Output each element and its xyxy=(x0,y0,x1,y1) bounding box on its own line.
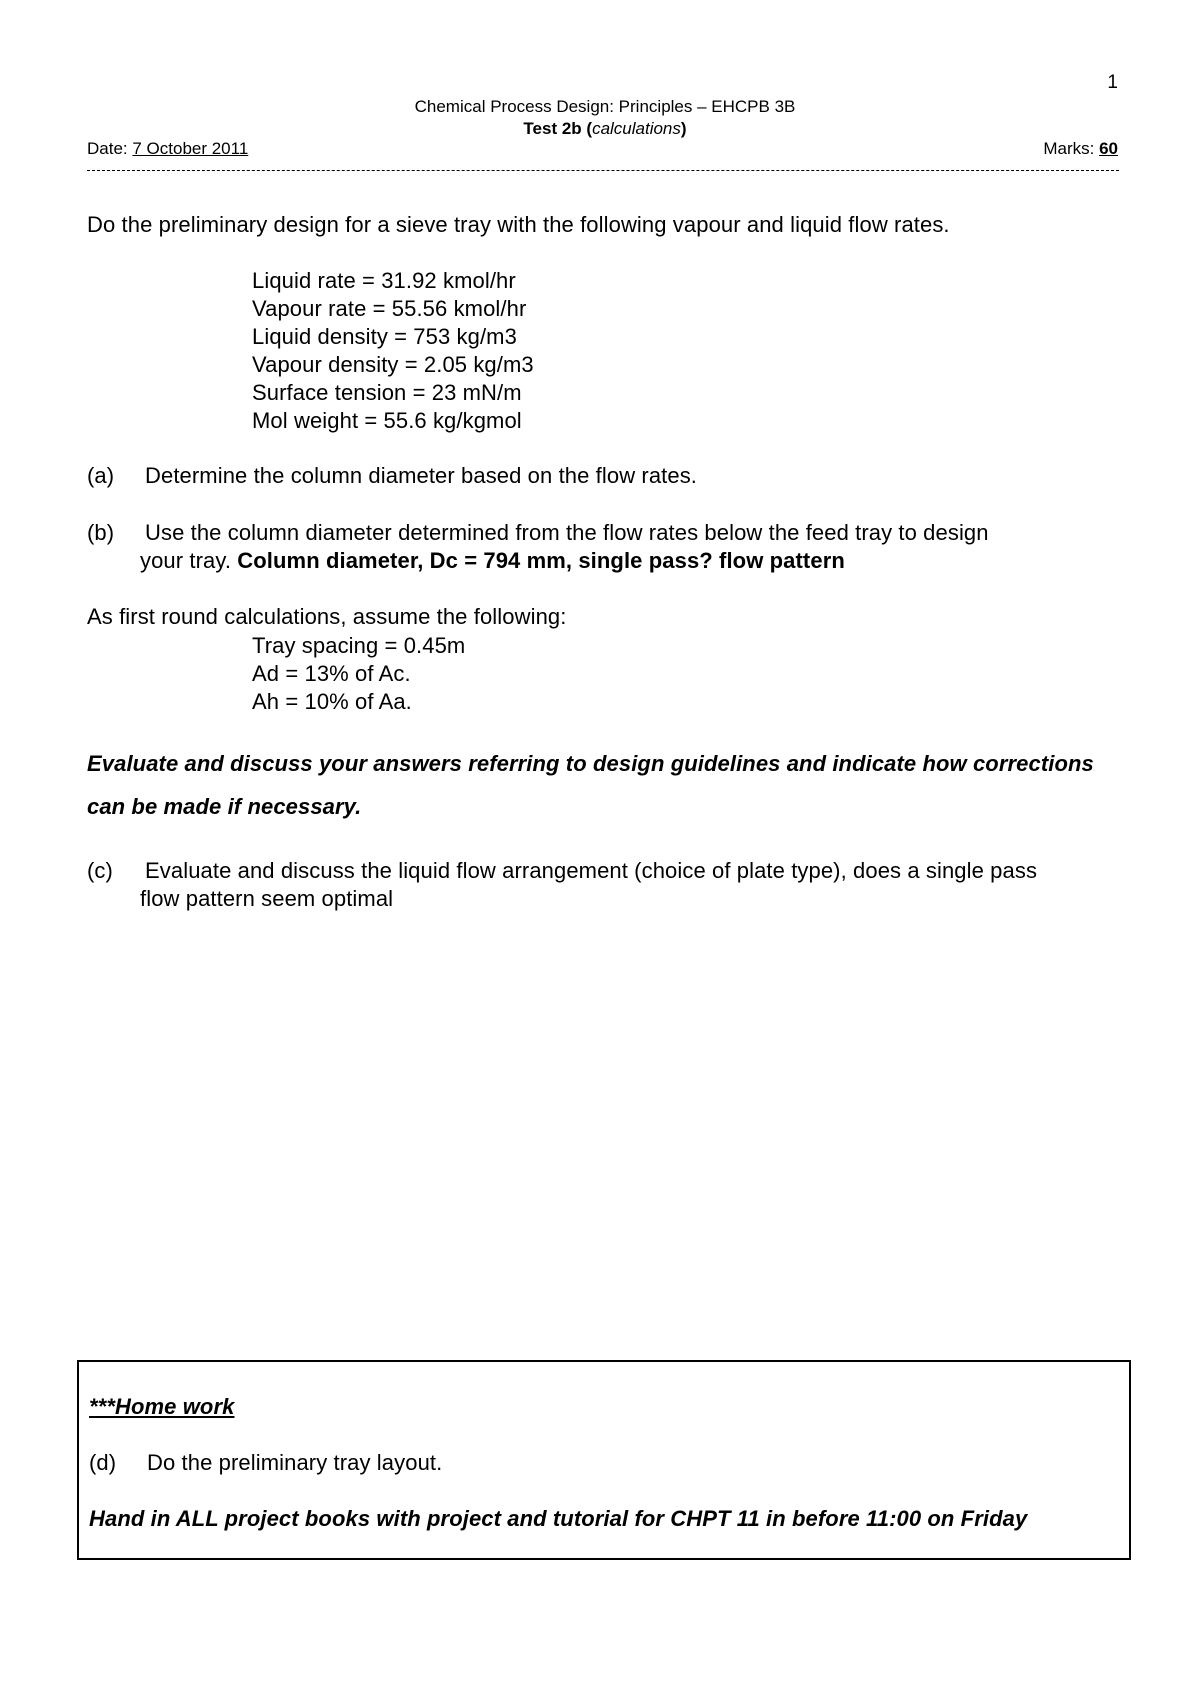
question-d-text: Do the preliminary tray layout. xyxy=(147,1450,443,1475)
question-a-label: (a) xyxy=(87,463,115,488)
parameter-liquid-rate: Liquid rate = 31.92 kmol/hr xyxy=(252,268,516,293)
parameter-mol-weight: Mol weight = 55.6 kg/kgmol xyxy=(252,408,522,433)
question-a-text: Determine the column diameter based on the flow rates. xyxy=(145,463,698,488)
assumptions-intro: As first round calculations, assume the following: xyxy=(87,604,567,629)
date-line xyxy=(87,139,248,159)
assumption-downcomer-area: Ad = 13% of Ac. xyxy=(252,661,411,686)
header-divider xyxy=(87,170,1119,171)
parameter-vapour-rate: Vapour rate = 55.56 kmol/hr xyxy=(252,296,527,321)
question-c-line2: flow pattern seem optimal xyxy=(140,886,394,911)
question-c-label: (c) xyxy=(87,858,113,883)
homework-box xyxy=(77,1360,1131,1560)
test-title-italic: calculations xyxy=(592,119,681,138)
column-diameter-note: Column diameter, Dc = 794 mm, single pass? flow pattern xyxy=(237,548,845,573)
test-title-close: ) xyxy=(680,119,687,138)
marks-value: 60 xyxy=(1099,139,1118,158)
question-d-label: (d) xyxy=(89,1450,117,1475)
assumption-hole-area: Ah = 10% of Aa. xyxy=(252,689,412,714)
parameter-surface-tension: Surface tension = 23 mN/m xyxy=(252,380,522,405)
parameter-vapour-density: Vapour density = 2.05 kg/m3 xyxy=(252,352,534,377)
parameter-list xyxy=(252,267,534,435)
hand-in-note: Hand in ALL project books with project and tutorial for CHPT 11 in before 11:00 on Friday xyxy=(89,1506,1028,1531)
intro-paragraph: Do the preliminary design for a sieve tray with the following vapour and liquid flow rates. xyxy=(87,212,950,237)
question-b xyxy=(87,520,989,546)
question-c xyxy=(87,858,1037,884)
question-b-text-line1: Use the column diameter determined from the flow rates below the feed tray to design xyxy=(145,520,989,545)
question-b-text-line2: your tray. xyxy=(140,548,238,573)
marks-label: Marks: xyxy=(1043,139,1100,158)
assumption-list xyxy=(252,632,465,716)
question-d xyxy=(89,1450,442,1476)
question-a xyxy=(87,463,697,489)
question-b-line2 xyxy=(140,548,845,574)
evaluate-note: Evaluate and discuss your answers referring to design guidelines and indicate how corrections can be made if necessary. xyxy=(87,751,1094,819)
assumption-tray-spacing: Tray spacing = 0.45m xyxy=(252,633,466,658)
course-title: Chemical Process Design: Principles – EHCPB 3B xyxy=(414,97,796,116)
test-title-text: Test 2b ( xyxy=(523,119,593,138)
marks-line xyxy=(1043,139,1118,159)
homework-title: ***Home work xyxy=(89,1394,235,1419)
date-label: Date: xyxy=(87,139,133,158)
page-number: 1 xyxy=(1107,72,1118,93)
date-value: 7 October 2011 xyxy=(132,139,249,158)
test-title xyxy=(0,119,1200,139)
parameter-liquid-density: Liquid density = 753 kg/m3 xyxy=(252,324,517,349)
question-b-label: (b) xyxy=(87,520,115,545)
question-c-text-line1: Evaluate and discuss the liquid flow arrangement (choice of plate type), does a single pass xyxy=(145,858,1038,883)
